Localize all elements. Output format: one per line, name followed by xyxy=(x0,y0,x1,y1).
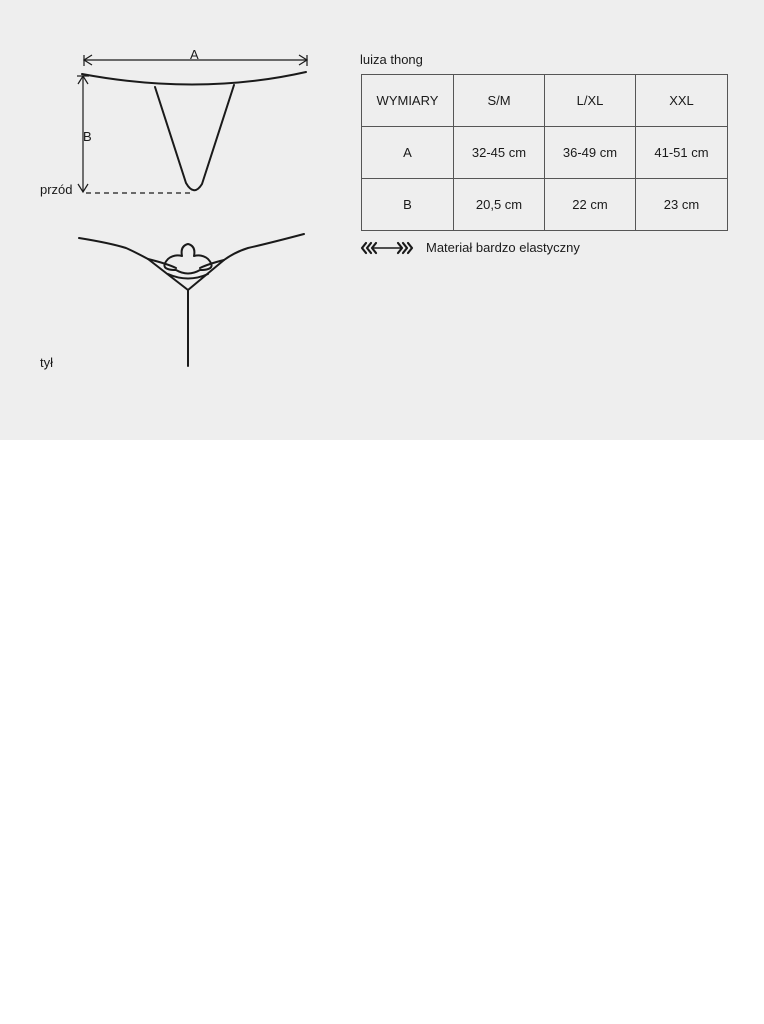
front-view-label: przód xyxy=(40,182,73,197)
dimension-a-label: A xyxy=(190,47,199,62)
stretch-note-text: Materiał bardzo elastyczny xyxy=(426,240,580,255)
back-view-label: tył xyxy=(40,355,53,370)
table-cell: 23 cm xyxy=(636,179,728,231)
table-cell: 22 cm xyxy=(545,179,636,231)
stretch-note xyxy=(360,240,580,255)
row-label-cell: B xyxy=(362,179,454,231)
dimension-b-label: B xyxy=(83,129,92,144)
front-view-outline xyxy=(82,72,306,190)
table-cell: 32-45 cm xyxy=(454,127,545,179)
size-table xyxy=(361,74,728,231)
header-cell: S/M xyxy=(454,75,545,127)
table-cell: 41-51 cm xyxy=(636,127,728,179)
table-cell: 36-49 cm xyxy=(545,127,636,179)
stretch-arrows-icon xyxy=(360,241,414,255)
header-cell: L/XL xyxy=(545,75,636,127)
dimension-b-arrow xyxy=(77,76,190,193)
table-row xyxy=(362,127,728,179)
table-cell: 20,5 cm xyxy=(454,179,545,231)
table-row xyxy=(362,179,728,231)
size-chart-panel xyxy=(0,0,764,440)
table-header-row xyxy=(362,75,728,127)
header-cell: WYMIARY xyxy=(362,75,454,127)
row-label-cell: A xyxy=(362,127,454,179)
product-name: luiza thong xyxy=(360,52,423,67)
header-cell: XXL xyxy=(636,75,728,127)
back-view-outline xyxy=(79,234,304,366)
